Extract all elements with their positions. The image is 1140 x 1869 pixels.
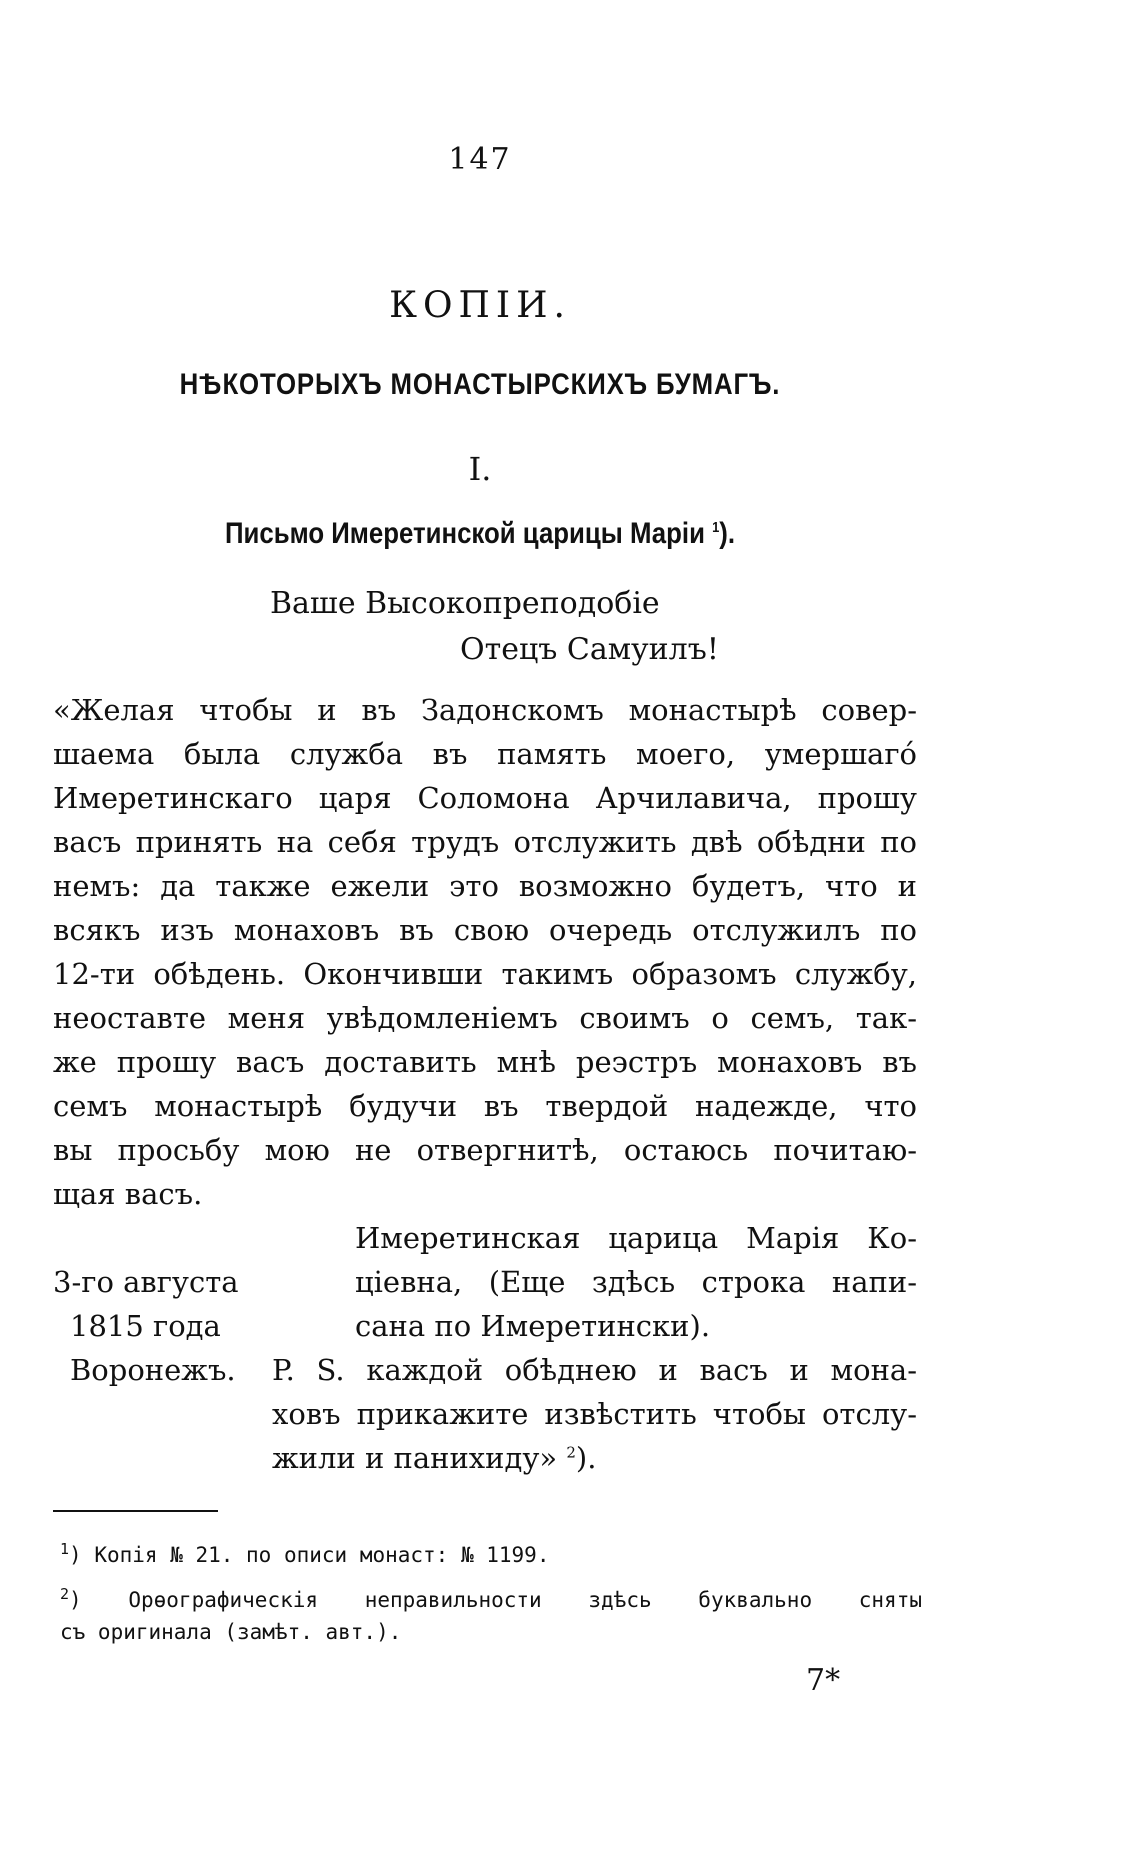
salutation-line-1: Ваше Высокопреподобіе [270, 586, 660, 621]
signature-line: Имеретинская царица Марія Ко- [355, 1221, 917, 1255]
footnote-2 [60, 1585, 922, 1615]
postscript-line: ховъ прикажите извѣстить чтобы отслу- [272, 1397, 917, 1431]
body-line: Имеретинскаго царя Соломона Арчилавича, прошу [53, 781, 917, 815]
body-line: же прошу васъ доставить мнѣ реэстръ монаховъ въ [53, 1045, 917, 1079]
footnote-2-mark: 2 [60, 1585, 70, 1603]
page-number: 147 [448, 142, 512, 177]
footnote-ref-2: 2 [566, 1443, 576, 1462]
footnote-divider [53, 1510, 218, 1512]
section-numeral: I. [468, 450, 492, 488]
body-line: семъ монастырѣ будучи въ твердой надежде, что [53, 1089, 917, 1123]
footnote-1 [60, 1540, 922, 1570]
body-line: неоставте меня увѣдомленіемъ своимъ о семъ, так- [53, 1001, 917, 1035]
postscript-line-text: жили и панихиду» [272, 1441, 558, 1475]
letter-heading-tail: ). [719, 517, 736, 550]
body-line: немъ: да также ежели это возможно будетъ, что и [53, 869, 917, 903]
letter-date: 3-го августа [53, 1265, 239, 1299]
footnote-2-continuation: съ оригинала (замѣт. авт.). [60, 1620, 402, 1644]
salutation-line-2: Отецъ Самуилъ! [460, 632, 719, 667]
letter-place: Воронежъ. [70, 1353, 236, 1387]
signature-line: ціевна, (Еще здѣсь строка напи- [355, 1265, 917, 1299]
body-line: васъ принять на себя трудъ отслужить двѣ обѣдни по [53, 825, 917, 859]
letter-year: 1815 года [70, 1309, 221, 1343]
body-line: щая васъ. [53, 1177, 203, 1211]
printer-signature-mark: 7* [806, 1663, 841, 1698]
footnote-1-mark: 1 [60, 1540, 70, 1558]
postscript-line-last [272, 1441, 917, 1475]
postscript-line: P. S. каждой обѣднею и васъ и мона- [272, 1353, 917, 1387]
body-line: вы просьбу мою не отвергнитѣ, остаюсь почитаю- [53, 1133, 917, 1167]
footnote-1-text: ) Копія № 21. по описи монаст: № 1199. [69, 1543, 550, 1567]
signature-line: сана по Имеретински). [355, 1309, 711, 1343]
letter-heading-text: Письмо Имеретинской царицы Маріи [224, 517, 705, 550]
postscript-tail: ). [575, 1441, 597, 1475]
document-title: КОПІИ. [389, 285, 571, 326]
footnote-ref-1: 1 [712, 519, 720, 536]
body-line: шаема была служба въ память моего, умершагó [53, 737, 917, 771]
document-subtitle: НѢКОТОРЫХЪ МОНАСТЫРСКИХЪ БУМАГЪ. [179, 368, 781, 401]
body-line: 12-ти обѣдень. Окончивши такимъ образомъ службу, [53, 957, 917, 991]
footnote-2-text: ) Орѳографическія неправильности здѣсь буквально сняты [69, 1588, 922, 1612]
letter-heading [67, 517, 893, 551]
body-line: всякъ изъ монаховъ въ свою очередь отслужилъ по [53, 913, 917, 947]
body-line: «Желая чтобы и въ Задонскомъ монастырѣ совер- [53, 693, 917, 727]
